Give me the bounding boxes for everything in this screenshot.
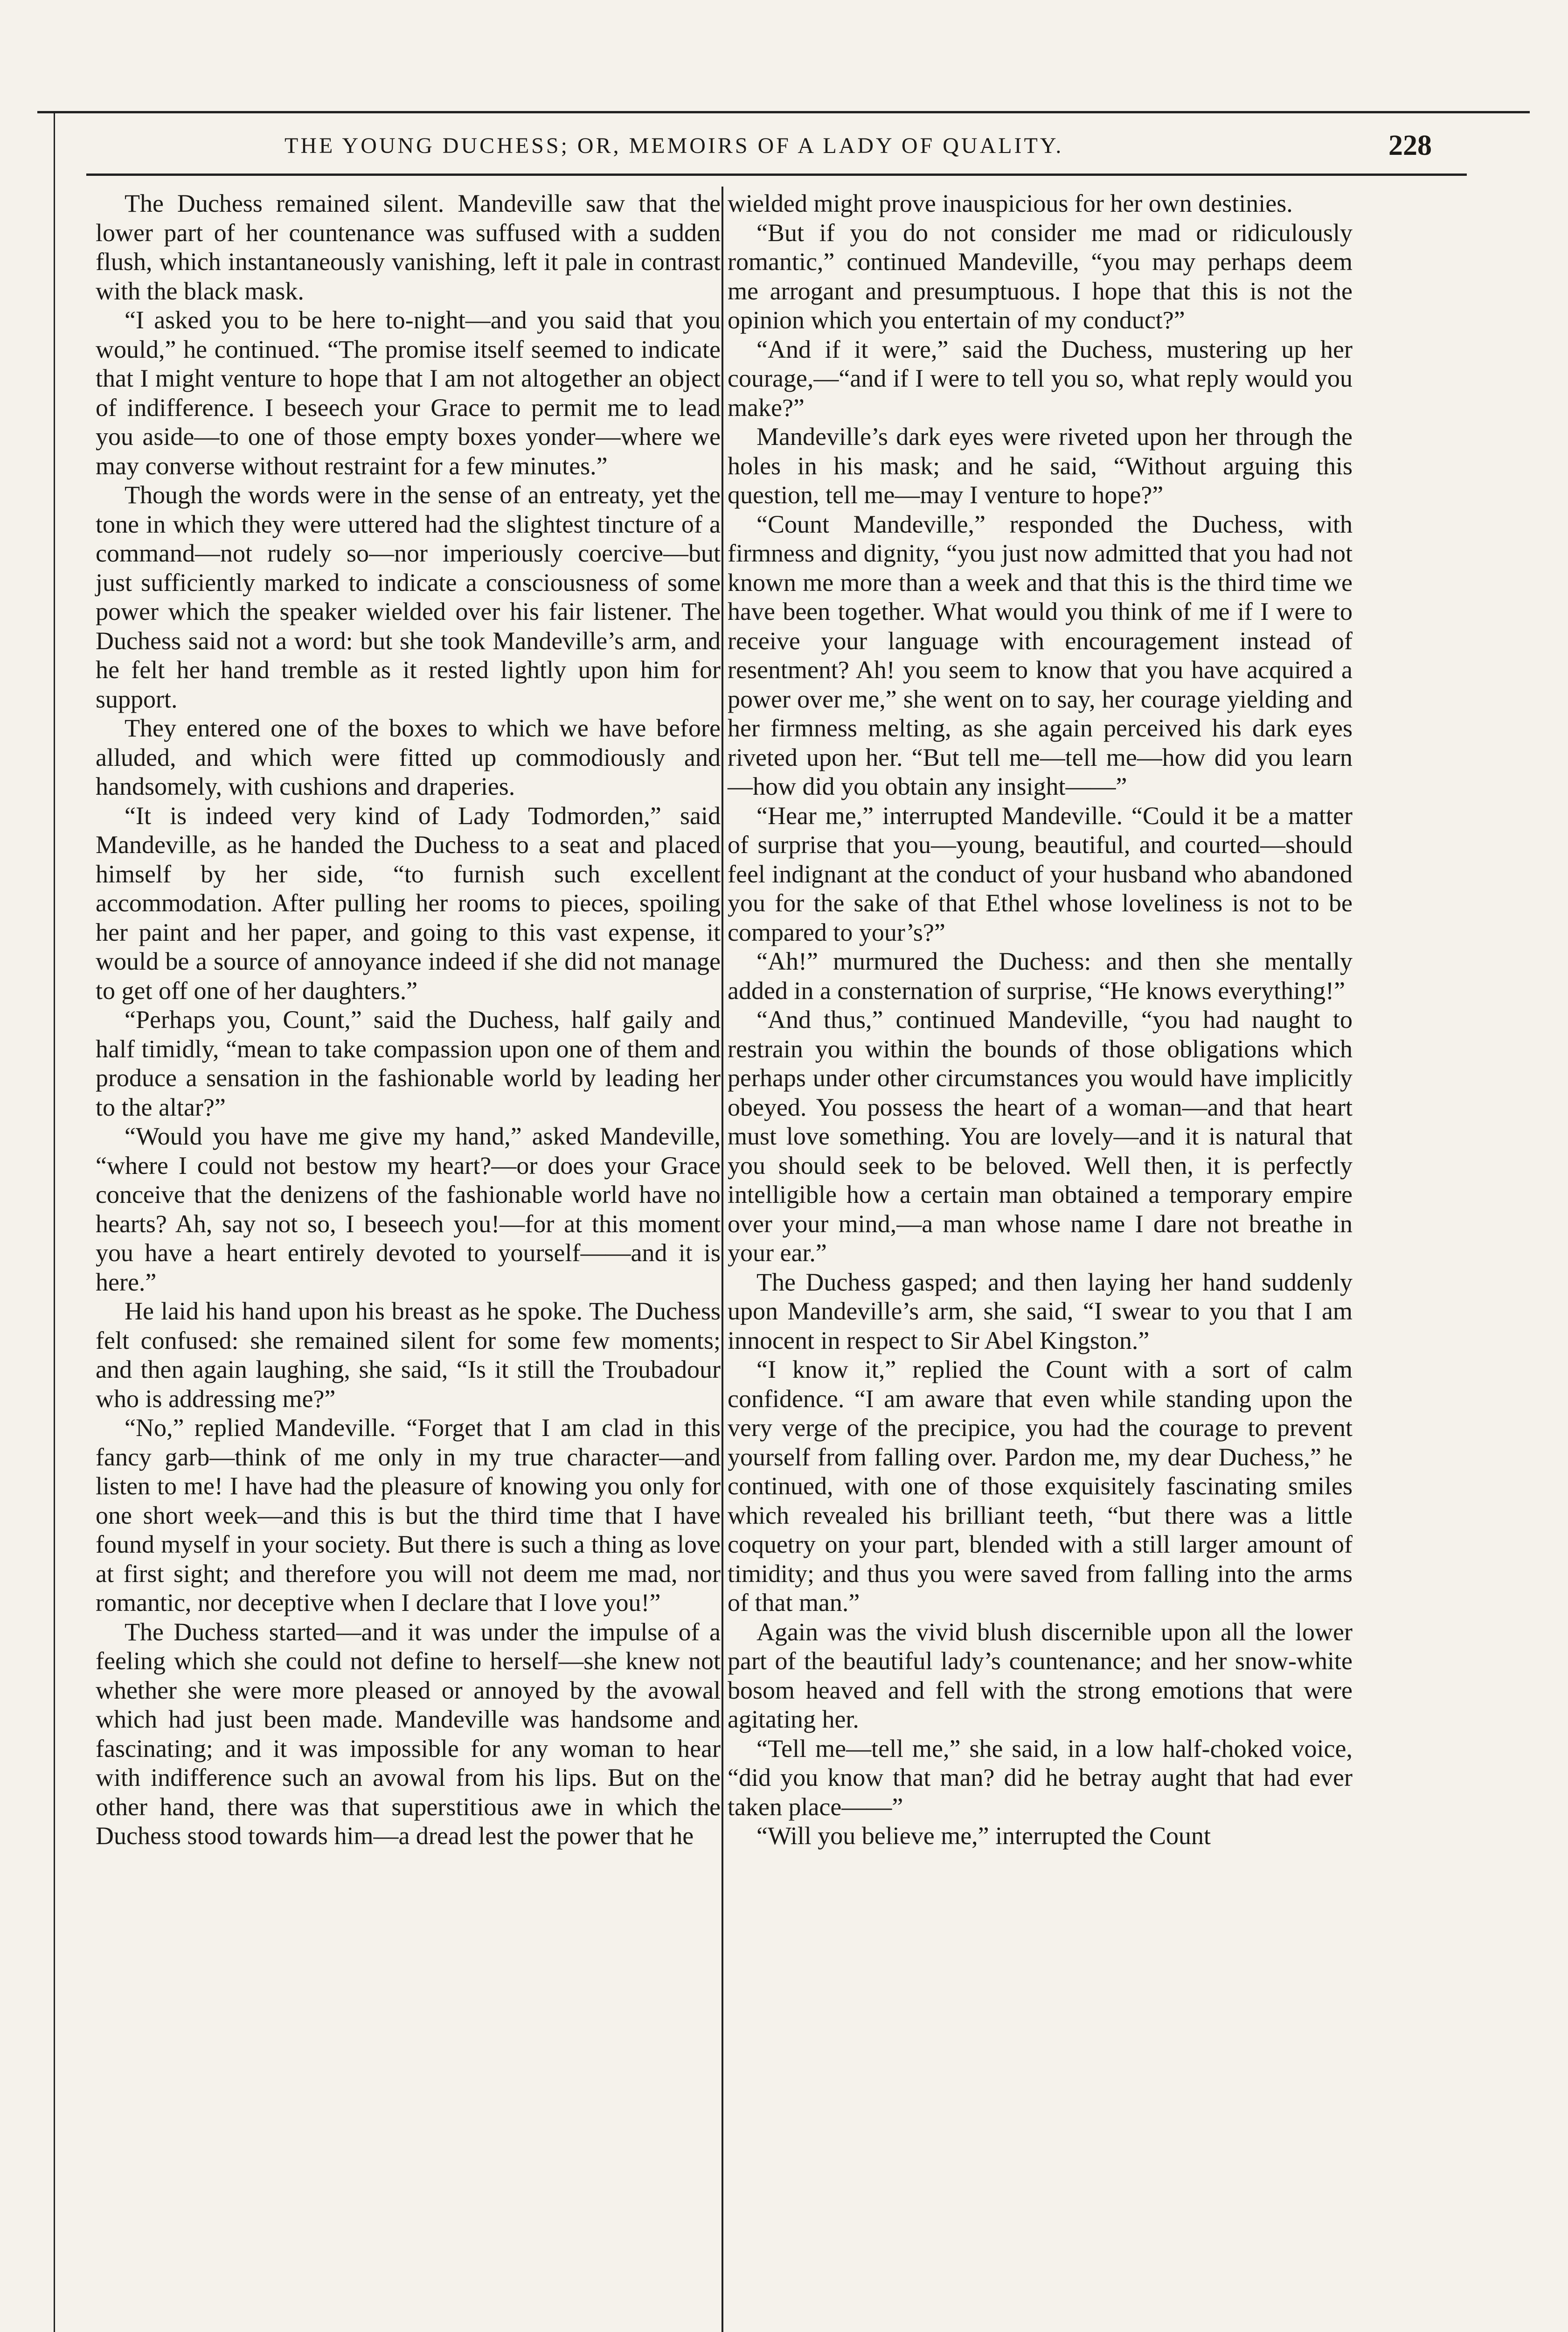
left-text-column [96,189,721,1851]
paragraph-continued: wielded might prove inauspicious for her own destinies. [728,189,1293,217]
paragraph: “No,” replied Mandeville. “Forget that I am clad in this fancy garb—think of me only in my true character—and listen to me! I have had the pleasure of knowing you only for one short week—and this is but the third time that I have found myself in your society. But there is such a thing as love at first sight; and therefore you will not deem me mad, nor romantic, nor deceptive when I declare that I love you!” [96,1414,721,1617]
paragraph: Again was the vivid blush discernible upon all the lower part of the beautiful lady’s countenance; and her snow-white bosom heaved and fell with the strong emotions that were agitating her. [728,1617,1353,1733]
paragraph: “Perhaps you, Count,” said the Duchess, half gaily and half timidly, “mean to take compassion upon one of them and produce a sensation in the fashionable world by leading her to the altar?” [96,1006,721,1121]
paragraph: Mandeville’s dark eyes were riveted upon her through the holes in his mask; and he said, “Without arguing this question, tell me—may I venture to hope?” [728,423,1353,509]
paragraph: “Tell me—tell me,” she said, in a low half-choked voice, “did you know that man? did he betray aught that had ever taken place——” [728,1734,1353,1821]
column-divider-rule [722,187,723,2332]
paragraph: Though the words were in the sense of an entreaty, yet the tone in which they were uttered had the slightest tincture of a command—not rudely so—nor imperiously coercive—but just sufficiently marked to indicate a consciousness of some power which the speaker wielded over his fair listener. The Duchess said not a word: but she took Mandeville’s arm, and he felt her hand tremble as it rested lightly upon him for support. [96,481,721,713]
paragraph: “And if it were,” said the Duchess, mustering up her courage,—“and if I were to tell you so, what reply would you make?” [728,335,1353,422]
running-title: THE YOUNG DUCHESS; OR, MEMOIRS OF A LADY OF QUALITY. [284,133,1064,158]
paragraph: The Duchess remained silent. Mandeville saw that the lower part of her countenance was suffused with a sudden flush, which instantaneously vanishing, left it pale in contrast with the black mask. [96,189,721,305]
running-header [284,130,1478,170]
paragraph: The Duchess started—and it was under the impulse of a feeling which she could not define to herself—she knew not whether she were more pleased or annoyed by the avowal which had just been made. Mandeville was handsome and fascinating; and it was impossible for any woman to hear with indifference such an avowal from his lips. But on the other hand, there was that superstitious awe in which the Duchess stood towards him—a dread lest the power that he [96,1617,721,1850]
paragraph: “Would you have me give my hand,” asked Mandeville, “where I could not bestow my heart?—or does your Grace conceive that the denizens of the fashionable world have no hearts? Ah, say not so, I beseech you!—for at this moment you have a heart entirely devoted to yourself——and it is here.” [96,1122,721,1296]
paragraph: “I asked you to be here to-night—and you said that you would,” he continued. “The promise itself seemed to indicate that I might venture to hope that I am not altogether an object of indifference. I beseech your Grace to permit me to lead you aside—to one of those empty boxes yonder—where we may converse without restraint for a few minutes.” [96,306,721,480]
paragraph: They entered one of the boxes to which we have before alluded, and which were fitted up commodiously and handsomely, with cushions and draperies. [96,714,721,800]
paragraph: “And thus,” continued Mandeville, “you had naught to restrain you within the bounds of those obligations which perhaps under other circumstances you would have implicitly obeyed. You possess the heart of a woman—and that heart must love something. You are lovely—and it is natural that you should seek to be beloved. Well then, it is perfectly intelligible how a certain man obtained a temporary empire over your mind,—a man whose name I dare not breathe in your ear.” [728,1006,1353,1267]
paragraph: “Count Mandeville,” responded the Duchess, with firmness and dignity, “you just now admitted that you had not known me more than a week and that this is the third time we have been together. What would you think of me if I were to receive your language with encouragement instead of resentment? Ah! you seem to know that you have acquired a power over me,” she went on to say, her courage yielding and her firmness melting, as she again perceived his dark eyes riveted upon her. “But tell me—tell me—how did you learn—how did you obtain any insight——” [728,510,1353,800]
paragraph: “I know it,” replied the Count with a sort of calm confidence. “I am aware that even while standing upon the very verge of the precipice, you had the courage to prevent yourself from falling over. Pardon me, my dear Duchess,” he continued, with one of those exquisitely fascinating smiles which revealed his brilliant teeth, “but there was a little coquetry on your part, blended with a still larger amount of timidity; and thus you were saved from falling into the arms of that man.” [728,1355,1353,1617]
left-border-rule [54,112,55,2332]
paragraph: “Will you believe me,” interrupted the Count [756,1822,1211,1850]
right-text-column [728,189,1353,1851]
paragraph: “But if you do not consider me mad or ridiculously romantic,” continued Mandeville, “you may perhaps deem me arrogant and presumptuous. I hope that this is not the opinion which you entertain of my conduct?” [728,218,1353,334]
paragraph: “Hear me,” interrupted Mandeville. “Could it be a matter of surprise that you—young, beautiful, and courted—should feel indignant at the conduct of your husband who abandoned you for the sake of that Ethel whose loveliness is not to be compared to your’s?” [728,801,1353,946]
paragraph: He laid his hand upon his breast as he spoke. The Duchess felt confused: she remained silent for some few moments; and then again laughing, she said, “Is it still the Troubadour who is addressing me?” [96,1297,721,1413]
paragraph: The Duchess gasped; and then laying her hand suddenly upon Mandeville’s arm, she said, “I swear to you that I am innocent in respect to Sir Abel Kingston.” [728,1268,1353,1354]
paragraph: “It is indeed very kind of Lady Todmorden,” said Mandeville, as he handed the Duchess to a seat and placed himself by her side, “to furnish such excellent accommodation. After pulling her rooms to pieces, spoiling her paint and her paper, and going to this vast expense, it would be a source of annoyance indeed if she did not manage to get off one of her daughters.” [96,801,721,1005]
header-underline-rule [86,174,1467,176]
top-border-rule [37,111,1530,113]
page-number: 228 [1388,130,1432,161]
paragraph: “Ah!” murmured the Duchess: and then she mentally added in a consternation of surprise, “He knows everything!” [728,947,1353,1005]
